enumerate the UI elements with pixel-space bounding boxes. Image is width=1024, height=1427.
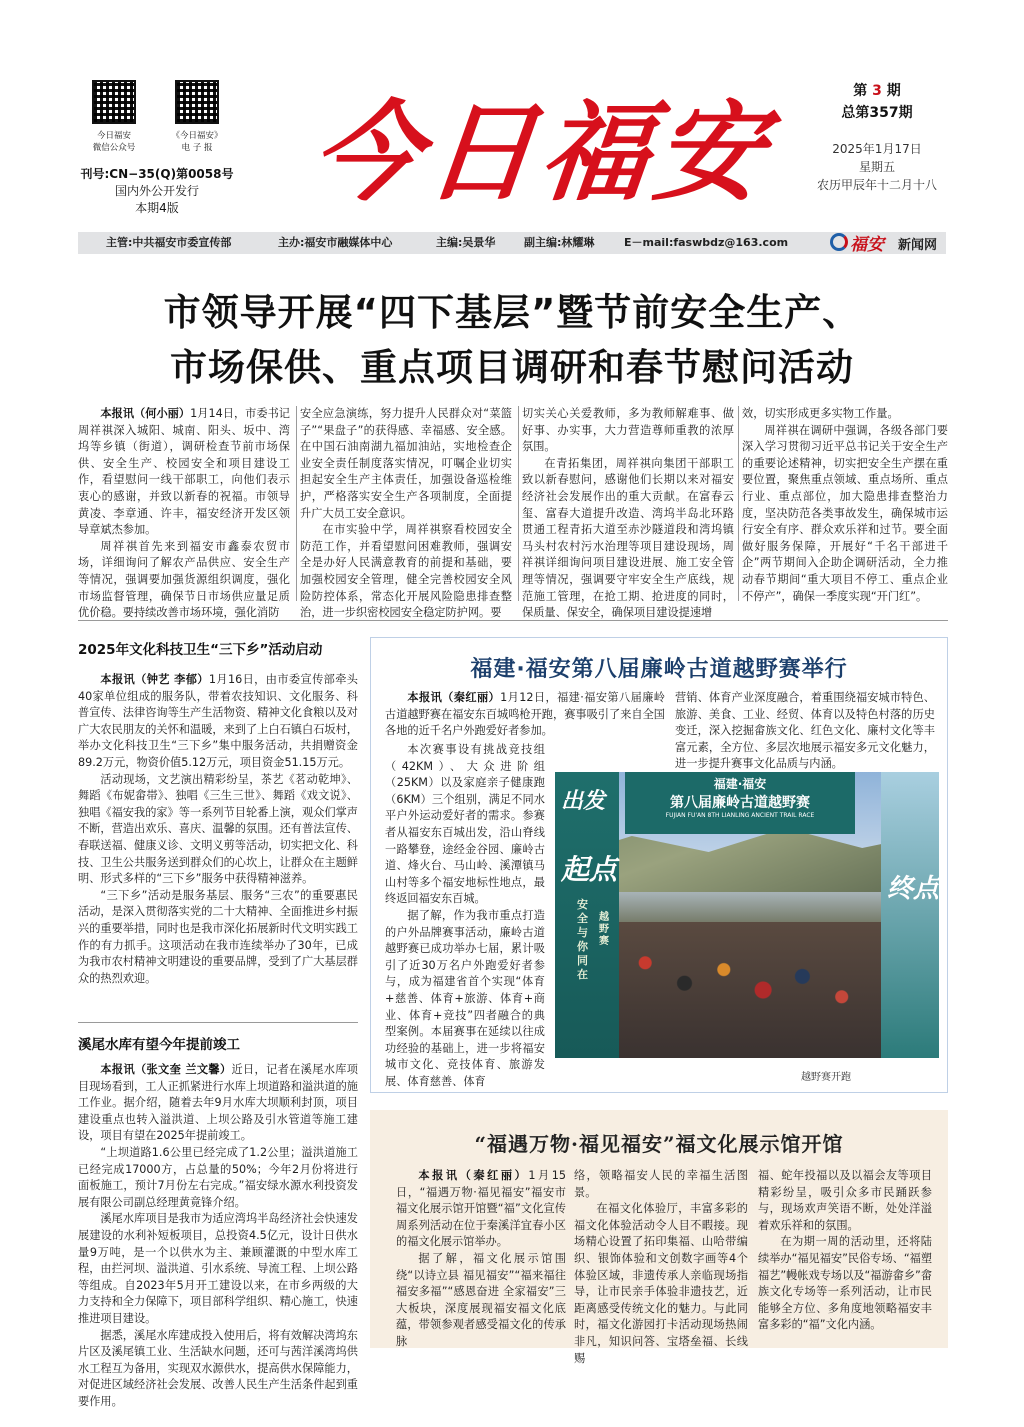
issue-number [792, 80, 962, 102]
culture-byline: 本报讯（秦红丽） [418, 1169, 529, 1182]
culture-paragraph-6: 在为期一周的活动里，还将陆续举办“福见福安”民俗专场、“福塑福艺”幔帐戏专场以及“福游畲乡”畲族文化专场等一系列活动，让市民能够全方位、多角度地领略福安丰富多彩的“福”文化内涵。 [758, 1235, 933, 1332]
photo-left-sign: 出发 [561, 789, 606, 814]
race-paragraph-right: 营销、体育产业深度融合，着重围绕福安城市特色、旅游、美食、工业、经贸、体育以及特色村落的历史变迁，深入挖掘畲族文化、红色文化、廉村文化等丰富元素，全方位、多层次地展示福安多元文化魅力，进一步提升赛事文化品质与内涵。 [675, 691, 935, 771]
photo-side-sign-2: 越野赛 [599, 912, 609, 947]
epaper-qr-caption [162, 130, 232, 154]
email-text[interactable]: E－mail:faswbdz@163.com [624, 236, 789, 249]
issue-number-value: 3 [872, 83, 882, 99]
race-paragraph-3: 据了解，作为我市重点打造的户外品牌赛事活动，廉岭古道越野赛已成功举办七届，累计吸引了近30万名户外跑爱好者参与，成为福建省首个实现“体育+慈善、体育+旅游、体育+商业、体育+竞技”四者融合的典型案例。本届赛事在延续以往成功经验的基础上，进一步将福安城市文化、竞技体育、旅游发展、体育慈善、体育 [385, 908, 545, 1088]
photo-right-pillar [881, 772, 939, 1058]
race-body-left [385, 742, 545, 1090]
masthead-header [0, 0, 1024, 230]
date-info [792, 140, 962, 194]
page-count: 本期4版 [135, 201, 179, 215]
culture-paragraph-4: 在福文化体验厅，丰富多彩的福文化体验活动令人目不暇接。现场精心设置了拓印集福、山哈带编织、银饰体验和文创数字画等4个体验区域，非遗传承人亲临现场指导，让市民亲手体验非遗技艺，近距离感受传统文化的魅力。与此同时，福文化游园打卡活动现场热闹非凡，知识问答、宝塔垒福、长线赐 [574, 1202, 748, 1365]
issue-info [792, 80, 962, 124]
lead-col-2 [300, 406, 512, 622]
lead-divider-3 [738, 406, 739, 601]
left-mid-rule [78, 1022, 358, 1023]
race-title: 福建·福安第八届廉岭古道越野赛举行 [470, 657, 848, 682]
wechat-qr-code[interactable] [92, 80, 136, 124]
culture-paragraph-3: 络，领略福安人民的幸福生活图景。 [574, 1169, 748, 1199]
epaper-qr-code[interactable] [175, 80, 219, 124]
wechat-qr-caption-line1: 今日福安 [96, 131, 131, 141]
race-photo[interactable] [555, 772, 939, 1058]
editor-text: 主编:吴景华 [436, 236, 496, 249]
culture-paragraph-5: 福、蛇年投福以及以福会友等项目精彩纷呈，吸引众多市民踊跃参与，现场欢声笑语不断，处处洋溢着欢乐祥和的氛围。 [758, 1169, 932, 1232]
race-photo-caption: 越野赛开跑 [801, 1072, 851, 1083]
culture-col-1 [396, 1168, 566, 1351]
issue-label-post: 期 [886, 83, 901, 99]
lead-headline-line2: 市场保供、重点项目调研和春节慰问活动 [170, 346, 854, 389]
photo-side-sign: 安全与你同在 [577, 898, 588, 981]
total-issue: 总第357期 [841, 105, 913, 121]
photo-end-sign: 终点 [887, 874, 939, 904]
photo-banner-line2: 第八届廉岭古道越野赛 [670, 795, 810, 811]
logo-name: 福安 [850, 235, 884, 255]
xiwei-paragraph-3: 溪尾水库项目是我市为适应湾坞半岛经济社会快速发展建设的水利补短板项目，总投资4.5亿元，设计日供水量9万吨，是一个以供水为主、兼顾灌溉的中型水库工程，由拦河坝、溢洪道、引水系统、导流工程、上坝公路等组成。自2023年5月开工建设以来，在市乡两级的大力支持和全力保障下，项目部科学组织、精心施工，快速推进项目建设。 [78, 1212, 358, 1325]
race-col-2 [675, 690, 935, 773]
wechat-qr-caption-line2: 微信公众号 [92, 143, 136, 153]
sanxiaxiang-paragraph-3: “三下乡”活动是服务基层、服务“三农”的重要惠民活动，是深入贯彻落实党的二十大精神、全面推进乡村振兴的重要举措，同时也是我市深化拓展新时代文明实践工作的有力抓手。这项活动在我市连续举办了30年，已成为我市农村精神文明建设的重要品牌，受到了广大基层群众的热烈欢迎。 [78, 888, 358, 985]
sanxiaxiang-byline: 本报讯（钟艺 李郁） [100, 673, 209, 686]
article-xiwei-title: 溪尾水库有望今年提前竣工 [78, 1037, 240, 1053]
lead-divider-1 [296, 406, 297, 601]
culture-col-3 [758, 1168, 932, 1334]
race-paragraph-2: 本次赛事设有挑战竞技组（42KM）、大众进阶组（25KM）以及家庭亲子健康跑（6KM）三个组别，满足不同水平户外运动爱好者的需求。参赛者从福安东百城出发，沿山脊线一路攀登，途经金谷园、廉岭古道、烽火台、马山岭、溪潭镇马山村等多个福安地标性地点，最终返回福安东百城。 [385, 743, 545, 906]
culture-title: “福遇万物·福见福安”福文化展示馆开馆 [474, 1132, 844, 1156]
lead-paragraph-3: 安全应急演练，努力提升人民群众对“菜篮子”“果盘子”的获得感、幸福感、安全感。在中国石油南湖九福加油站，实地检查企业安全责任制度落实情况，叮嘱企业切实担起安全生产主体责任，加强设备巡检维护，严格落实安全生产各项制度，全面提升广大员工安全意识。 [300, 407, 512, 520]
host-text: 主办:福安市融媒体中心 [278, 236, 393, 249]
logo-suffix: 新闻网 [898, 238, 938, 253]
culture-paragraph-2: 据了解，福文化展示馆围绕“以诗立县 福见福安”“福来福往 福安多福”“感恩奋进 全家福安”三大板块，深度展现福安福文化底蕴，带领参观者感受福文化的传承脉 [396, 1251, 566, 1348]
staff-info-bar [78, 232, 946, 254]
article-xiwei-body [78, 1062, 358, 1410]
lead-paragraph-1: 1月14日，市委书记周祥祺深入城阳、城南、阳头、坂中、湾坞等乡镇（街道），调研检查节前市场保供、安全生产、校园安全和项目建设工作，看望慰问一线干部职工，向他们表示衷心的感谢，并致以新春的祝福。市领导黄凌、李章通、许丰，福安经济开发区领导章斌杰参加。 [78, 407, 290, 537]
lead-paragraph-2: 周祥祺首先来到福安市鑫泰农贸市场，详细询问了解农产品供应、安全生产等情况，强调要加强货源组织调度，强化市场监督管理，确保节日市场供应量足质优价稳。要持续改善市场环境，强化消防 [78, 539, 290, 620]
article-sanxiaxiang-title: 2025年文化科技卫生“三下乡”活动启动 [78, 642, 323, 658]
wechat-qr-caption [79, 130, 149, 154]
lead-paragraph-5: 切实关心关爱教师，多为教师解难事、做好事、办实事，大力营造尊师重教的浓厚氛围。 [522, 407, 734, 454]
xiwei-paragraph-4: 据悉，溪尾水库建成投入使用后，将有效解决湾坞东片区及溪尾镇工业、生活缺水问题，还可与茜洋溪湾坞供水工程互为备用，实现双水源供水，提高供水保障能力，对促进区域经济社会发展、改善人民生产生活条件起到重要作用。 [78, 1328, 358, 1408]
logo-swirl-icon [830, 233, 848, 251]
lead-divider-2 [518, 406, 519, 601]
epaper-qr-caption-line1: 《今日福安》 [171, 131, 223, 141]
culture-paragraph-1: 1月15日，“福遇万物·福见福安”福安市福文化展示馆开馆暨“福”文化宣传周系列活动在位于秦溪洋宜春小区的福文化展示馆举办。 [396, 1169, 566, 1249]
lead-col-1 [78, 406, 290, 622]
lead-headline-line1: 市领导开展“四下基层”暨节前安全生产、 [163, 291, 861, 334]
lead-paragraph-8: 周祥祺在调研中强调，各级各部门要深入学习贯彻习近平总书记关于安全生产的重要论述精神，切实把安全生产摆在重要位置，聚焦重点领域、重点场所、重点行业、重点部位，加大隐患排查整治力度，坚决防范各类事故发生，确保城市运行安全有序、群众欢乐祥和过节。要全面做好服务保障，开展好“千名干部进千企”两节期间入企助企调研活动，全力推动春节期间“重大项目不停工、重点企业不停产”，确保一季度实现“开门红”。 [742, 423, 948, 603]
xiwei-byline: 本报讯（张文奎 兰文馨） [100, 1063, 232, 1076]
photo-runners [619, 922, 881, 1058]
lead-paragraph-6: 在青拓集团，周祥祺向集团干部职工致以新春慰问，感谢他们长期以来对福安经济社会发展作出的重大贡献。在富春云玺、富春大道提升改造、湾坞半岛北环路贯通工程青拓大道至赤沙隧道段和湾坞镇马头村农村污水治理等项目建设现场，周祥祺详细询问项目建设进展、施工安全管理等情况，强调要守牢安全生产底线，规范施工管理，在抢工期、抢进度的同时，保质量、保安全，确保项目建设提速增 [522, 456, 734, 620]
culture-article-panel [370, 1110, 948, 1365]
deputy-editor-text: 副主编:林耀琳 [524, 236, 595, 249]
photo-banner-line1: 福建·福安 [713, 777, 767, 791]
culture-col-2 [574, 1168, 748, 1367]
sponsor-text: 主管:中共福安市委宣传部 [106, 236, 232, 249]
photo-banner-line3: FUJIAN FU'AN 8TH LIANLING ANCIENT TRAIL RACE [665, 812, 815, 819]
sanxiaxiang-paragraph-2: 活动现场，文艺演出精彩纷呈，茶艺《茗动乾坤》、舞蹈《布妮畲帯》、独唱《三生三世》、舞蹈《戏文说》、独唱《福安我的家》等一系列节目轮番上演，观众们掌声不断，营造出欢乐、喜庆、温馨的氛围。还有普法宣传、春联送福、健康义诊、文明义剪等活动，切实把文化、科技、卫生公共服务送到群众们的心坎上，让群众在主题鲜明、形式多样的“三下乡”服务中获得精神滋养。 [78, 772, 358, 886]
sanxiaxiang-paragraph-1: 1月16日，由市委宣传部牵头40家单位组成的服务队，带着农技知识、文化服务、科普宣传、法律咨询等生产生活物资、精神文化食粮以及对广大农民朋友的关怀和温暖，来到了上白石镇白石坂村，举办文化科技卫生“三下乡”集中服务活动，共捐赠资金89.2万元，物资价值5.12万元，项目资金51.15万元。 [78, 673, 358, 769]
photo-start-sign: 起点 [561, 853, 618, 886]
lead-headline [42, 285, 982, 395]
serial-number: 刊号:CN−35(Q)第0058号 [80, 167, 234, 181]
lead-byline: 本报讯（何小丽） [100, 407, 191, 420]
race-body-top [385, 690, 665, 740]
issue-label-pre: 第 [853, 83, 868, 99]
lead-bottom-rule [78, 620, 948, 621]
lead-col-3 [522, 406, 734, 622]
race-byline: 本报讯（秦红丽） [407, 691, 501, 704]
epaper-qr-caption-line2: 电 子 报 [181, 143, 213, 153]
publication-info [62, 166, 252, 217]
race-article-panel [370, 637, 948, 1093]
photo-arch-banner [625, 772, 855, 834]
xiwei-paragraph-2: “上坝道路1.6公里已经完成了1.2公里；溢洪道施工已经完成17000方，占总量的50%；今年2月份将进行面板施工，预计7月份左右完成。”福安绿水源水利投资发展有限公司副总经理黄竟锋介绍。 [78, 1145, 358, 1209]
race-paragraph-1: 1月12日，福建·福安第八届廉岭古道越野赛在福安东百城鸣枪开跑，赛事吸引了来自全国各地的近千名户外跑爱好者参加。 [385, 691, 665, 738]
gregorian-date: 2025年1月17日 [832, 142, 922, 156]
article-sanxiaxiang-body [78, 672, 358, 987]
lead-paragraph-4: 在市实验中学，周祥祺察看校园安全防范工作，并看望慰问困难教师，强调安全是办好人民满意教育的前提和基础，要加强校园安全管理，健全完善校园安全风险防控体系，常态化开展风险隐患排查整治，进一步织密校园安全稳定防护网。要 [300, 523, 512, 620]
lead-col-4 [742, 406, 948, 605]
news-site-logo[interactable] [830, 228, 980, 256]
masthead-title: 今日福安 [306, 90, 776, 216]
weekday: 星期五 [858, 160, 895, 174]
lead-paragraph-7: 效，切实形成更多实物工作量。 [742, 407, 899, 420]
xiwei-paragraph-1: 近日，记者在溪尾水库项目现场看到，工人正抓紧进行水库上坝道路和溢洪道的施工作业。据介绍，随着去年9月水库大坝顺利封顶，项目建设重点也转入溢洪道、上坝公路及引水管道等施工建设，项目有望在2025年提前竣工。 [78, 1063, 358, 1143]
distribution-note: 国内外公开发行 [114, 184, 199, 198]
lunar-date: 农历甲辰年十二月十八 [816, 178, 937, 192]
